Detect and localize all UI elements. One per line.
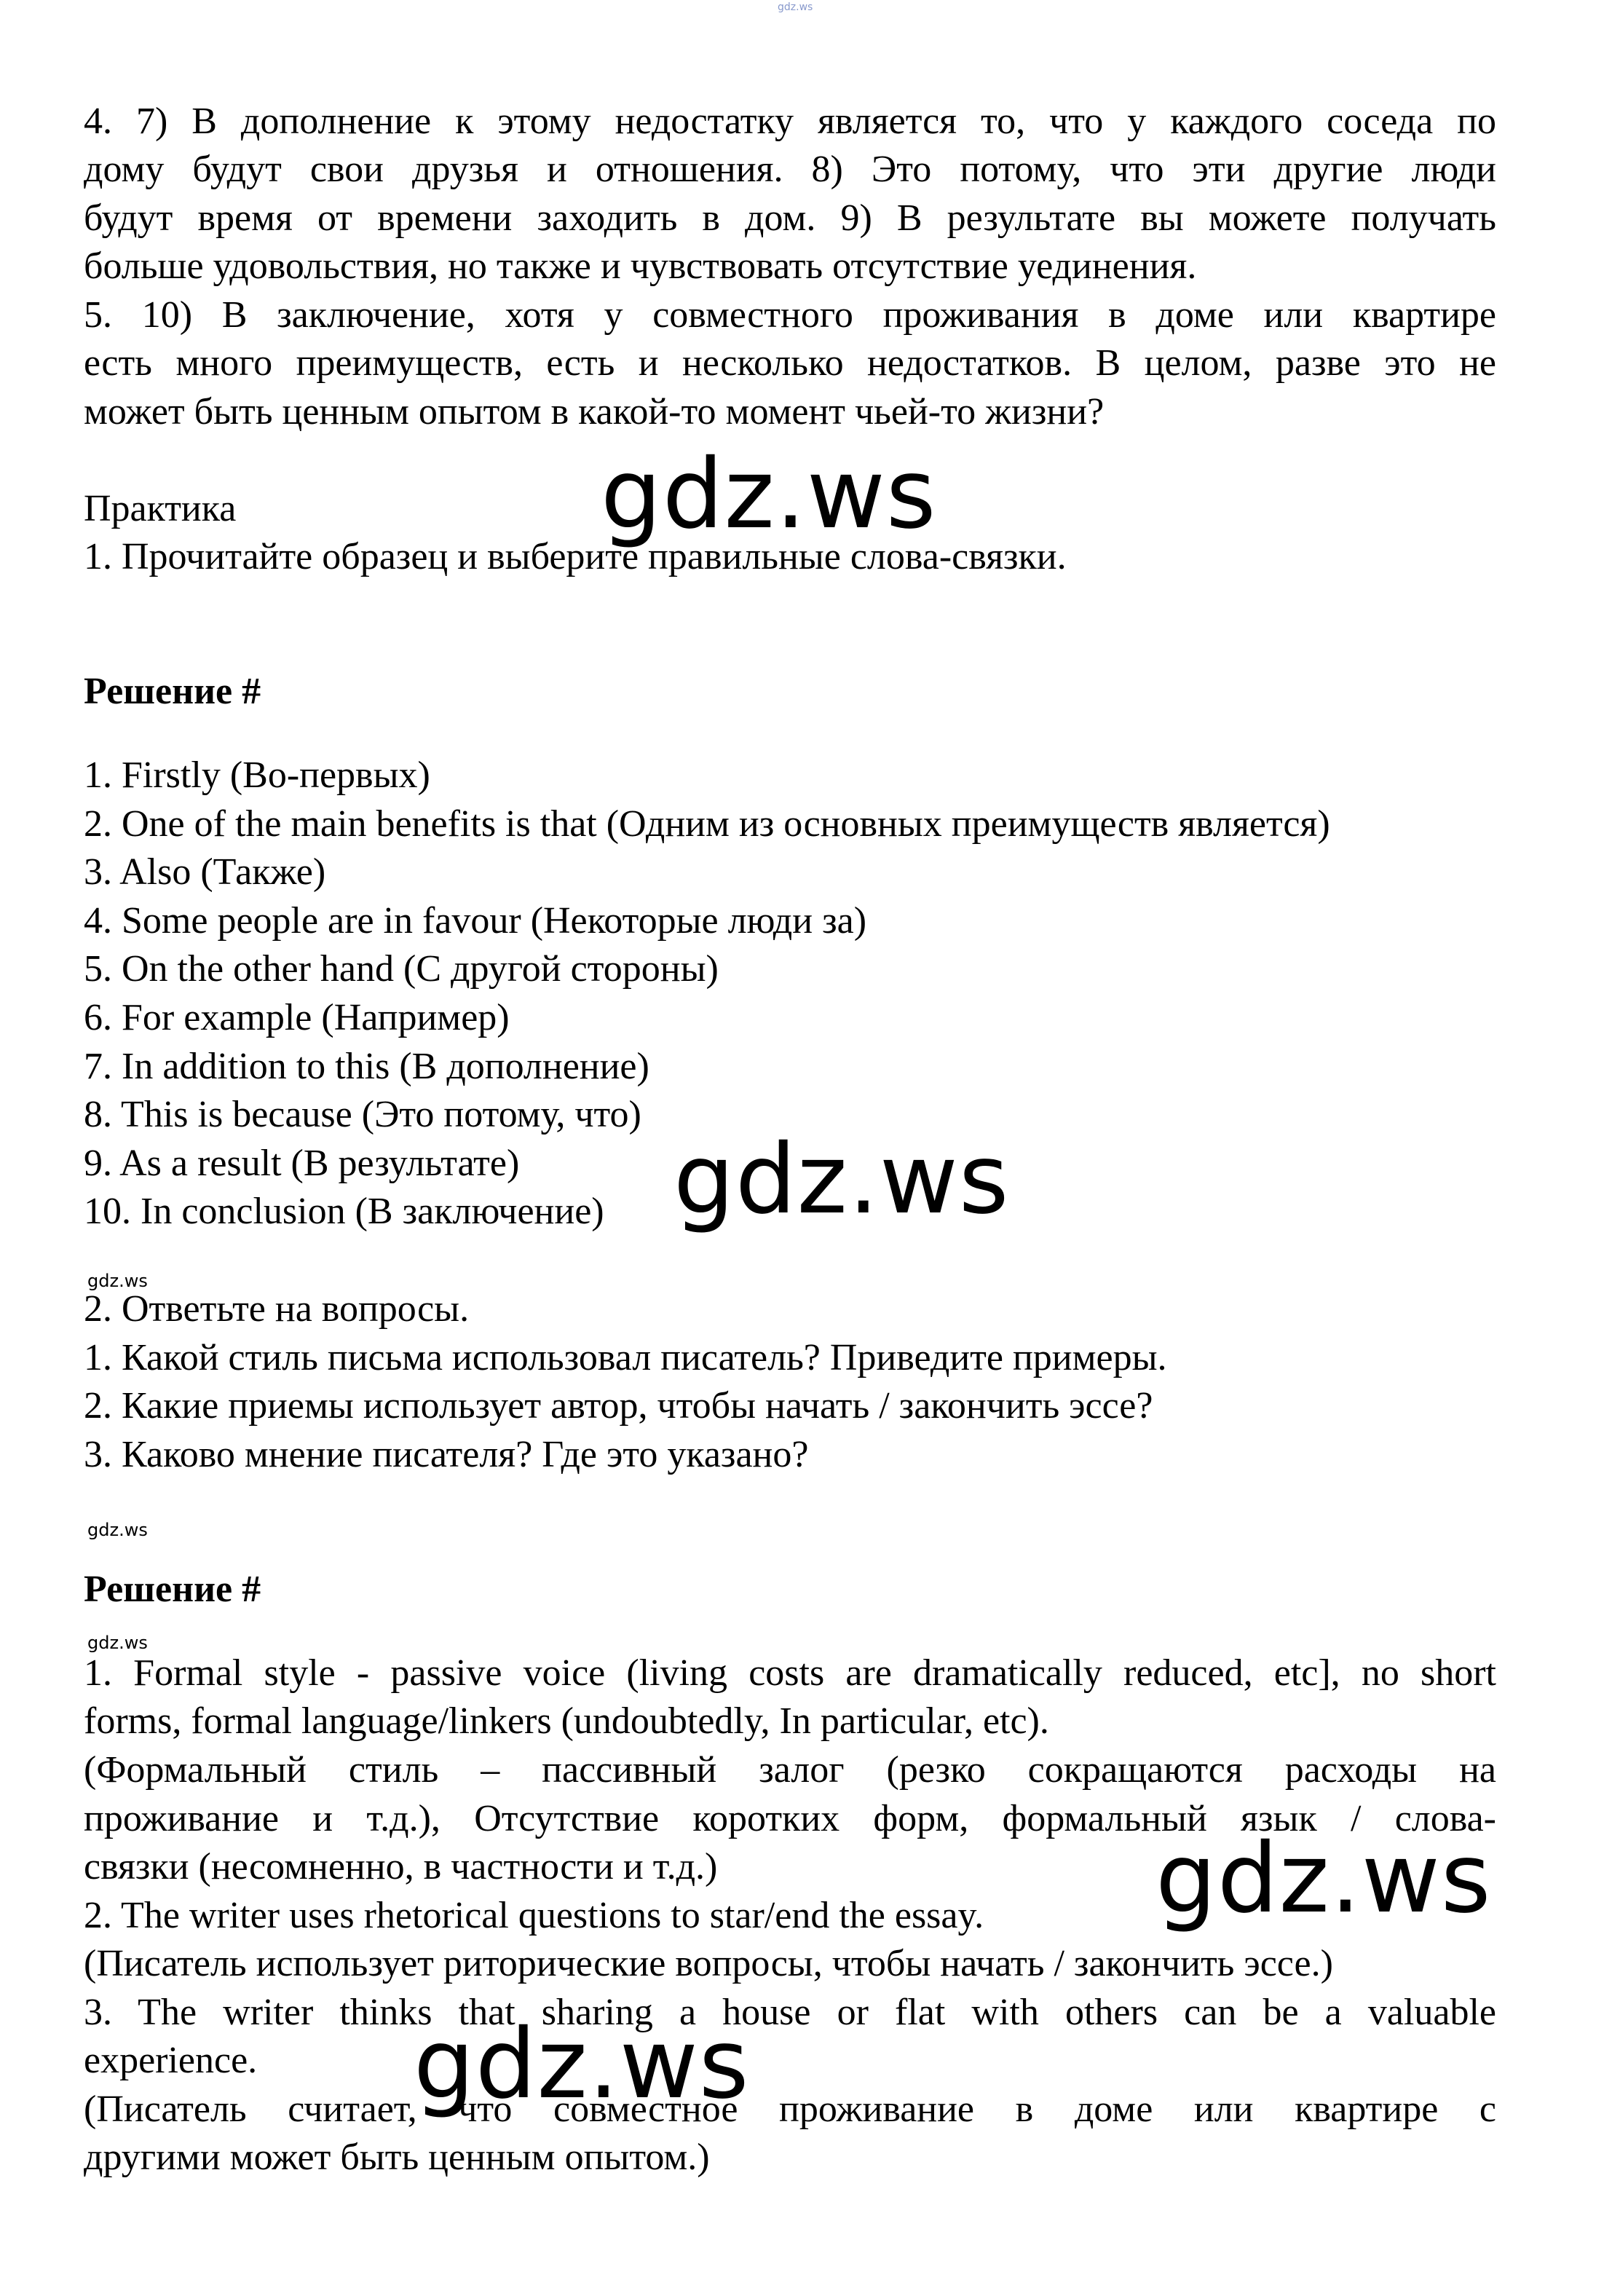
solution2-a1-line-1: 1. Formal style - passive voice (living costs are dramatically reduced, etc], no short <box>84 1652 1496 1694</box>
watermark-small-3: gdz.ws <box>87 1633 148 1653</box>
watermark-top: gdz.ws <box>778 1 813 13</box>
solution1-item: 1. Firstly (Во-первых) <box>84 754 430 796</box>
solution1-item: 10. In conclusion (В заключение) <box>84 1191 604 1232</box>
intro-p5-line-1: 5. 10) В заключение, хотя у совместного проживания в доме или квартире <box>84 294 1496 336</box>
intro-p4-line-3: будут время от времени заходить в дом. 9) В результате вы можете получать <box>84 197 1496 239</box>
watermark-big-1: gdz.ws <box>601 438 937 551</box>
solution2-heading: Решение # <box>84 1569 261 1610</box>
intro-p5-line-2: есть много преимуществ, есть и несколько недостатков. В целом, разве это не <box>84 342 1496 384</box>
solution2-a1-line-2: forms, formal language/linkers (undoubtedly, In particular, etc). <box>84 1700 1049 1742</box>
solution1-item: 5. On the other hand (С другой стороны) <box>84 948 719 990</box>
practice-task: 1. Прочитайте образец и выберите правильные слова-связки. <box>84 536 1067 577</box>
watermark-big-4: gdz.ws <box>414 2008 750 2121</box>
intro-p4-line-1: 4. 7) В дополнение к этому недостатку является то, что у каждого соседа по <box>84 100 1496 142</box>
solution2-a3-line-4: другими может быть ценным опытом.) <box>84 2137 710 2178</box>
questions-item: 1. Какой стиль письма использовал писатель? Приведите примеры. <box>84 1337 1167 1378</box>
solution1-item: 9. As a result (В результате) <box>84 1143 520 1184</box>
solution2-a2-line-2: (Писатель использует риторические вопросы, чтобы начать / закончить эссе.) <box>84 1943 1333 1984</box>
watermark-big-3: gdz.ws <box>1155 1823 1492 1935</box>
solution2-a3-line-3: (Писатель считает, что совместное проживание в доме или квартире с <box>84 2088 1496 2130</box>
solution2-a1-line-5: связки (несомненно, в частности и т.д.) <box>84 1846 718 1887</box>
watermark-small-2: gdz.ws <box>87 1520 148 1540</box>
intro-p4-line-2: дому будут свои друзья и отношения. 8) Это потому, что эти другие люди <box>84 149 1496 190</box>
solution1-heading: Решение # <box>84 671 261 712</box>
solution1-item: 4. Some people are in favour (Некоторые люди за) <box>84 900 867 942</box>
solution1-item: 7. In addition to this (В дополнение) <box>84 1046 649 1087</box>
watermark-small-1: gdz.ws <box>87 1271 148 1291</box>
solution1-item: 3. Also (Также) <box>84 851 326 893</box>
solution2-a2-line-1: 2. The writer uses rhetorical questions to star/end the essay. <box>84 1895 984 1936</box>
solution2-a3-line-2: experience. <box>84 2040 258 2081</box>
solution2-a1-line-3: (Формальный стиль – пассивный залог (резко сокращаются расходы на <box>84 1749 1496 1791</box>
questions-item: 3. Каково мнение писателя? Где это указано? <box>84 1434 809 1475</box>
intro-p4-line-4: больше удовольствия, но также и чувствовать отсутствие уединения. <box>84 245 1197 287</box>
solution1-item: 6. For example (Например) <box>84 997 510 1038</box>
watermark-big-2: gdz.ws <box>673 1124 1010 1236</box>
solution1-item: 8. This is because (Это потому, что) <box>84 1094 641 1135</box>
intro-p5-line-3: может быть ценным опытом в какой-то момент чьей-то жизни? <box>84 391 1105 433</box>
questions-item: 2. Какие приемы использует автор, чтобы начать / закончить эссе? <box>84 1385 1153 1427</box>
practice-heading: Практика <box>84 488 237 529</box>
solution1-item: 2. One of the main benefits is that (Одним из основных преимуществ является) <box>84 803 1330 845</box>
questions-task: 2. Ответьте на вопросы. <box>84 1288 470 1330</box>
solution2-a3-line-1: 3. The writer thinks that sharing a house or flat with others can be a valuable <box>84 1992 1496 2033</box>
solution2-a1-line-4: проживание и т.д.), Отсутствие коротких форм, формальный язык / слова- <box>84 1798 1496 1839</box>
